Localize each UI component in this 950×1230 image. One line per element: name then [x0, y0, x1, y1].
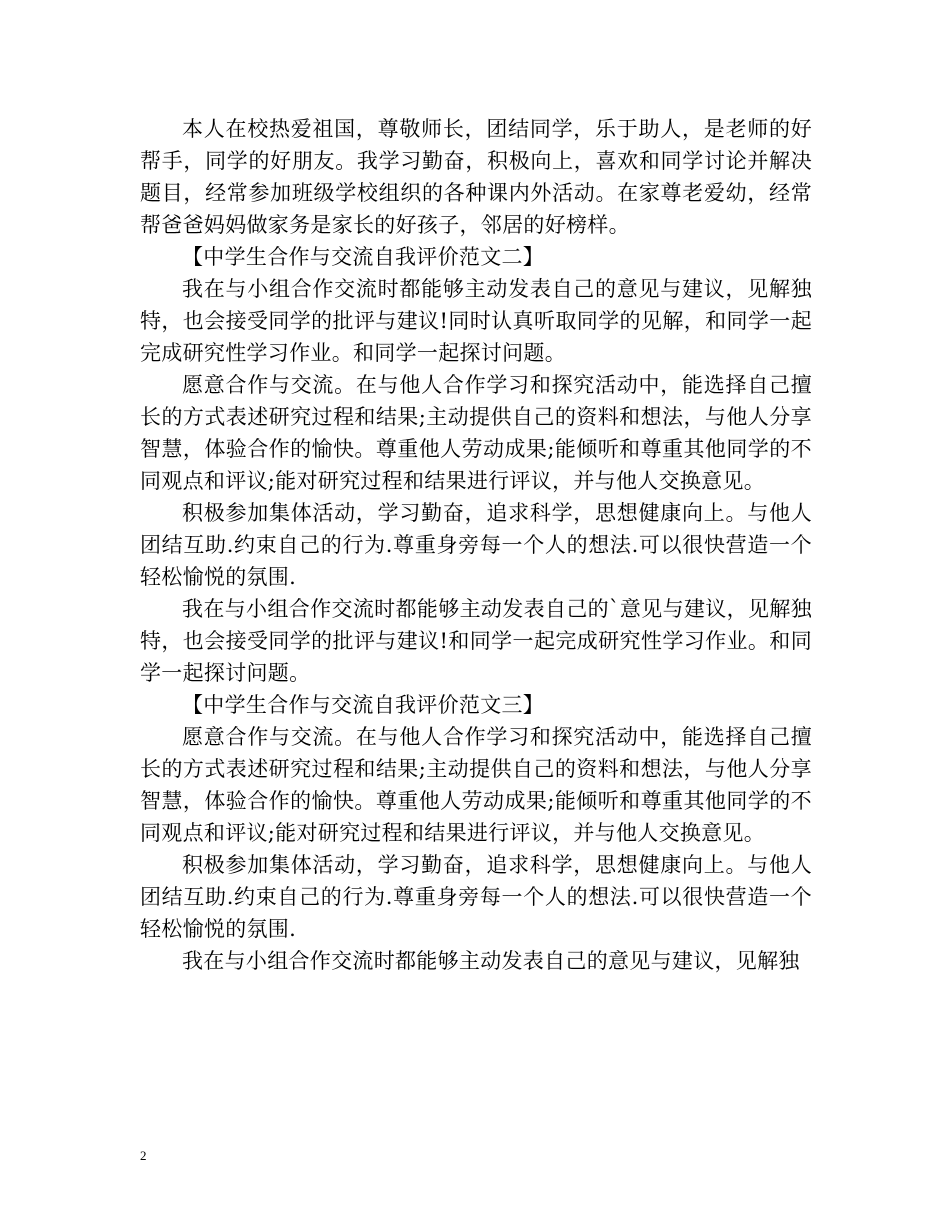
paragraph: 愿意合作与交流。在与他人合作学习和探究活动中，能选择自己擅长的方式表述研究过程和结果;主动提供自己的资料和想法，与他人分享智慧，体验合作的愉快。尊重他人劳动成果;能倾听和尊重其他同学的不同观点和评议;能对研究过程和结果进行评议，并与他人交换意见。	[140, 373, 812, 493]
paragraph: 积极参加集体活动，学习勤奋，追求科学，思想健康向上。与他人团结互助.约束自己的行为.尊重身旁每一个人的想法.可以很快营造一个轻松愉悦的氛围.	[140, 501, 812, 589]
paragraph: 积极参加集体活动，学习勤奋，追求科学，思想健康向上。与他人团结互助.约束自己的行为.尊重身旁每一个人的想法.可以很快营造一个轻松愉悦的氛围.	[140, 853, 812, 941]
paragraph: 愿意合作与交流。在与他人合作学习和探究活动中，能选择自己擅长的方式表述研究过程和结果;主动提供自己的资料和想法，与他人分享智慧，体验合作的愉快。尊重他人劳动成果;能倾听和尊重其他同学的不同观点和评议;能对研究过程和结果进行评议，并与他人交换意见。	[140, 725, 812, 845]
paragraph: 我在与小组合作交流时都能够主动发表自己的`意见与建议，见解独特，也会接受同学的批评与建议!和同学一起完成研究性学习作业。和同学一起探讨问题。	[140, 597, 812, 685]
paragraph: 本人在校热爱祖国，尊敬师长，团结同学，乐于助人，是老师的好帮手，同学的好朋友。我学习勤奋，积极向上，喜欢和同学讨论并解决题目，经常参加班级学校组织的各种课内外活动。在家尊老爱幼，经常帮爸爸妈妈做家务是家长的好孩子，邻居的好榜样。	[140, 117, 812, 237]
section-heading: 【中学生合作与交流自我评价范文二】	[182, 245, 545, 269]
paragraph: 我在与小组合作交流时都能够主动发表自己的意见与建议，见解独特，也会接受同学的批评与建议!同时认真听取同学的见解，和同学一起完成研究性学习作业。和同学一起探讨问题。	[140, 277, 812, 365]
page-number: 2	[140, 1148, 147, 1163]
document-body	[140, 113, 812, 977]
paragraph: 我在与小组合作交流时都能够主动发表自己的意见与建议，见解独	[182, 949, 800, 973]
section-heading: 【中学生合作与交流自我评价范文三】	[182, 693, 545, 717]
